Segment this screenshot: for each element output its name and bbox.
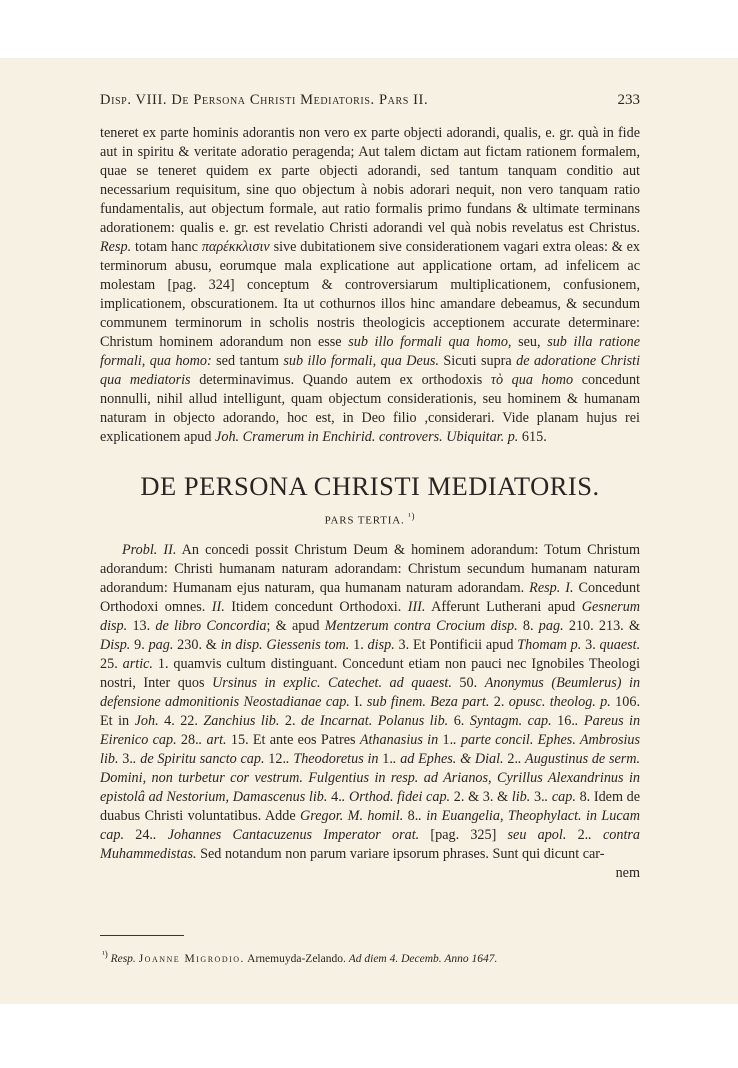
catchword: nem <box>615 864 640 881</box>
footnote <box>102 947 642 967</box>
running-head <box>100 92 640 109</box>
paragraph-problem: Probl. II. An concedi possit Christum Deum & hominem adorandum: Totum Christum adorandum: Christi humanam naturam adorandam: Christum secundum humanam naturam adorandum: Humanam ejus naturam, qua humanam naturam adorandam. Resp. I. Concedunt Orthodoxi omnes. II. Itidem concedunt Orthodoxi. III. Afferunt Lutherani apud Gesnerum disp. 13. de libro Concordia; & apud Mentzerum contra Crocium disp. 8. pag. 210. 213. & Disp. 9. pag. 230. & in disp. Giessenis tom. 1. disp. 3. Et Pontificii apud Thomam p. 3. quaest. 25. artic. 1. quamvis cultum distinguant. Concedunt etiam non pauci nec Ignobiles Theologi nostri, Inter quos Ursinus in explic. Catechet. ad quaest. 50. Anonymus (Beumlerus) in defensione admonitionis Neostadianae cap. I. sub finem. Beza part. 2. opusc. theolog. p. 106. Et in Joh. 4. 22. Zanchius lib. 2. de Incarnat. Polanus lib. 6. Syntagm. cap. 16.. Pareus in Eirenico cap. 28.. art. 15. Et ante eos Patres Athanasius in 1.. parte concil. Ephes. Ambrosius lib. 3.. de Spiritu sancto cap. 12.. Theodoretus in 1.. ad Ephes. & Dial. 2.. Augustinus de serm. Domini, non turbetur cor vestrum. Fulgentius in resp. ad Arianos, Cyrillus Alexandrinus in epistolâ ad Nestorium, Damascenus lib. 4.. Orthod. fidei cap. 2. & 3. & lib. 3.. cap. 8. Idem de duabus Christi voluntatibus. Adde Gregor. M. homil. 8.. in Euangelia, Theophylact. in Lucam cap. 24.. Johannes Cantacuzenus Imperator orat. [pag. 325] seu apol. 2.. contra Muhammedistas. Sed notandum non parum variare ipsorum phrases. Sunt qui dicunt car- <box>100 541 641 862</box>
footnote-reference[interactable]: ¹) <box>408 511 416 521</box>
body-text <box>100 124 640 883</box>
footnote-mark: ¹) <box>102 949 108 959</box>
section-title: DE PERSONA CHRISTI MEDIATORIS. <box>140 471 600 501</box>
paragraph-continued: teneret ex parte hominis adorantis non vero ex parte objecti adorandi, qualis, e. gr. quà in fide aut in spiritu & veritate adoratio peragenda; Aut talem dictam aut fictam rationem formalem, quae se teneret quidem ex parte objecti adorandi, sed tantum tanquam conditio aut necessarium requisitum, sine quo objectum à nobis adorari nequit, non vero tanquam ratio fundamentalis, aut objectum formale, aut ratio formalis primo fundans & ultimate terminans adorationem: qualis e. gr. est revelatio Christi adorandi vel quà nobis revelatus est Christus. Resp. totam hanc παρέκκλισιν sive dubitationem sive considerationem vagari extra oleas: & ex terminorum abusu, eorumque mala explicatione aut applicatione ortam, ad infelicem ac molestam [pag. 324] conceptum & controversiarum multiplicationem, confusionem, implicationem, obscurationem. Ita ut cothurnos illos hinc amandare debeamus, & secundum communem terminorum in scholis nostris theologicis acceptionem accurate determinare: Christum hominem adorandum non esse sub illo formali qua homo, seu, sub illa ratione formali, qua homo: sed tantum sub illo formali, qua Deus. Sicuti supra de adoratione Christi qua mediatoris determinavimus. Quando autem ex orthodoxis τὸ qua homo concedunt nonnulli, nihil allud intelligunt, quam objectum considerationis, seu hominem & humanam naturam in objecto adorando, hoc est, in Deo filio ,considerari. Vide planam hujus rei explicationem apud Joh. Cramerum in Enchirid. controvers. Ubiquitar. p. 615. <box>100 125 641 445</box>
section-subtitle: PARS TERTIA. $^{^1)}$ <box>324 511 416 527</box>
page-number: 233 <box>617 92 640 108</box>
running-head-title: Disp. VIII. De Persona Christi Mediatoris. Pars II. <box>100 92 429 108</box>
footnote-date: Ad diem 4. Decemb. Anno 1647. <box>348 952 498 965</box>
footnote-respondent: Joanne Migrodio. <box>138 952 245 965</box>
footnote-rule <box>100 935 184 936</box>
footnote-resp: Resp. <box>110 952 136 965</box>
footnote-place: Arnemuyda-Zelando. <box>247 952 346 965</box>
document-page <box>0 58 738 1004</box>
